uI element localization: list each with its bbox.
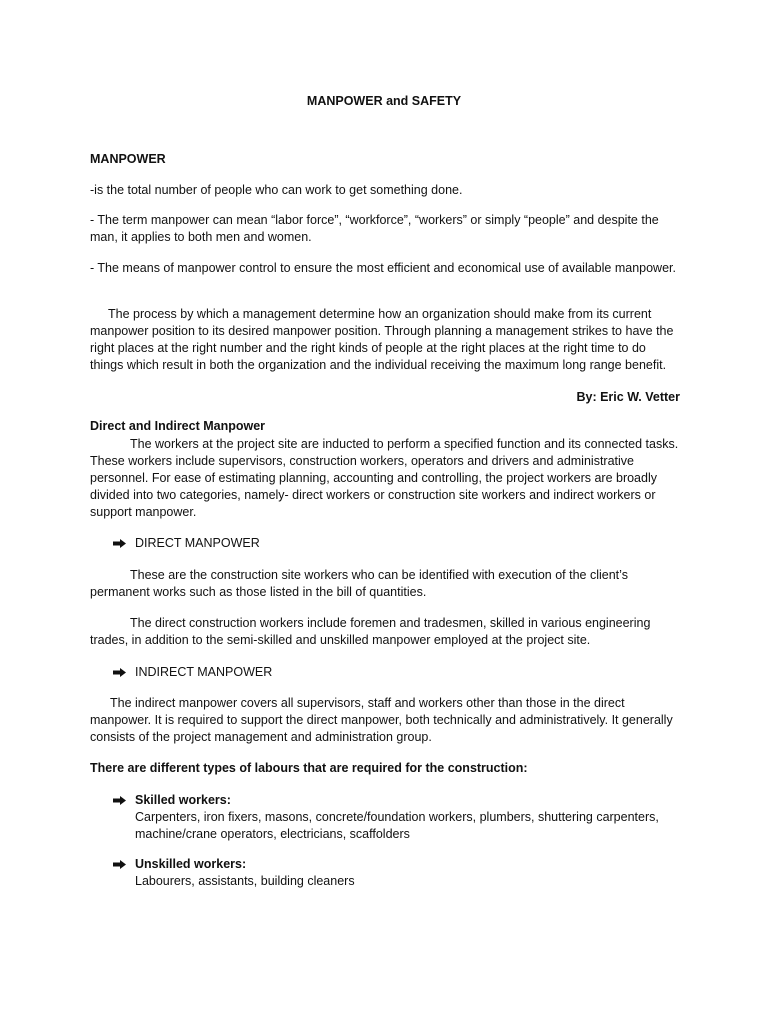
byline: By: Eric W. Vetter xyxy=(576,390,680,404)
manpower-definition: -is the total number of people who can work to get something done. xyxy=(90,183,463,197)
bullet-indirect-manpower xyxy=(113,664,680,681)
manpower-control-paragraph: - The means of manpower control to ensure the most efficient and economical use of available manpower. xyxy=(90,261,676,275)
indirect-manpower-paragraph: The indirect manpower covers all supervisors, staff and workers other than those in the direct manpower. It is required to support the direct manpower, both technically and administratively. It generally consists of the project management and administration group. xyxy=(90,696,673,744)
skilled-workers-block xyxy=(135,792,680,843)
right-arrow-bullet-icon xyxy=(113,668,127,677)
direct-manpower-paragraph-1: These are the construction site workers who can be identified with execution of the client’s permanent works such as those listed in the bill of quantities. xyxy=(90,568,628,599)
bullet-skilled-workers xyxy=(113,792,680,841)
unskilled-workers-list: Labourers, assistants, building cleaners xyxy=(135,874,355,888)
right-arrow-bullet-icon xyxy=(113,539,127,548)
manpower-term-paragraph: - The term manpower can mean “labor force”, “workforce”, “workers” or simply “people” and despite the man, it applies to both men and women. xyxy=(90,213,659,244)
direct-indirect-paragraph: The workers at the project site are inducted to perform a specified function and its connected tasks. These workers include supervisors, construction workers, operators and drivers and administrative personnel. For ease of estimating planning, accounting and controlling, the project workers are broadly divided into two categories, namely- direct workers or construction site workers and indirect workers or support manpower. xyxy=(90,437,679,519)
bullet-unskilled-workers xyxy=(113,856,680,890)
manpower-process-paragraph: The process by which a management determine how an organization should make from its current manpower position to its desired manpower position. Through planning a management strikes to have the right places at the right number and the right kinds of people at the right places at the right time to do things which result in both the organization and the individual receiving the maximum long range benefit. xyxy=(90,307,674,372)
unskilled-workers-block xyxy=(135,856,680,890)
skilled-workers-list: Carpenters, iron fixers, masons, concrete/foundation workers, plumbers, shuttering carpenters, machine/crane operators, electricians, scaffolders xyxy=(135,810,659,841)
document-title: MANPOWER and SAFETY xyxy=(306,94,462,108)
skilled-workers-label: Skilled workers: xyxy=(135,793,231,807)
right-arrow-bullet-icon xyxy=(113,796,127,805)
bullet-label: INDIRECT MANPOWER xyxy=(135,665,273,679)
manpower-heading: MANPOWER xyxy=(90,152,166,166)
bullet-label: DIRECT MANPOWER xyxy=(135,536,260,550)
direct-indirect-heading: Direct and Indirect Manpower xyxy=(90,419,266,433)
bullet-direct-manpower xyxy=(113,535,680,552)
right-arrow-bullet-icon xyxy=(113,860,127,869)
unskilled-workers-label: Unskilled workers: xyxy=(135,857,247,871)
direct-manpower-paragraph-2: The direct construction workers include foremen and tradesmen, skilled in various engineering trades, in addition to the semi-skilled and unskilled manpower employed at the project site. xyxy=(90,616,651,647)
labour-types-heading: There are different types of labours that are required for the construction: xyxy=(90,761,528,775)
